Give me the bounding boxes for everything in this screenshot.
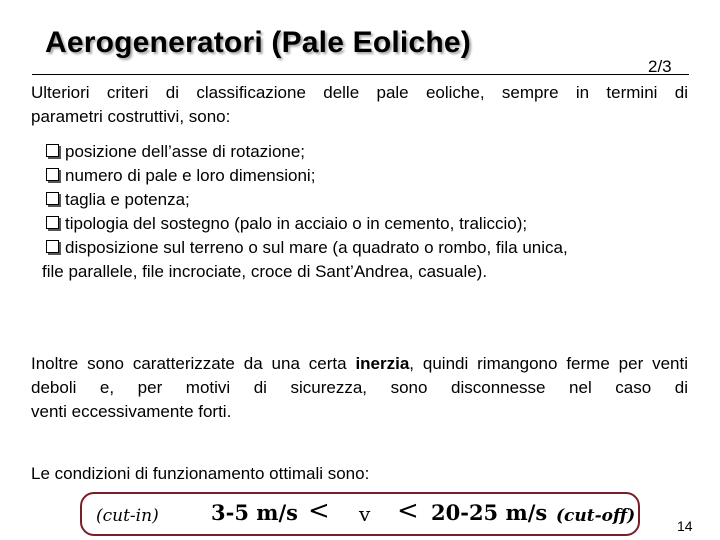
conditions-intro: Le condizioni di funzionamento ottimali sono: — [31, 464, 370, 483]
list-item — [42, 212, 667, 236]
title-underline — [32, 74, 689, 75]
high-speed-range: 20-25 m/s — [431, 500, 548, 525]
criteria-list — [42, 140, 667, 284]
cut-off-label: (cut-off) — [556, 506, 636, 526]
list-item-continuation: file parallele, file incrociate, croce di Sant’Andrea, casuale). — [42, 262, 488, 281]
list-item-text: numero di pale e loro dimensioni; — [65, 166, 316, 185]
checkbox-bullet-icon — [46, 144, 59, 157]
inertia-line-2: per venti deboli e, per motivi di sicurezza, sono disconnesse nel caso di — [31, 354, 689, 397]
inertia-text-after: , quindi rimangono ferme — [409, 354, 610, 373]
list-item — [42, 236, 667, 260]
list-item-text: tipologia del sostegno (palo in acciaio o in cemento, traliccio); — [65, 214, 528, 233]
list-item — [42, 164, 667, 188]
slide-number: 14 — [677, 518, 693, 534]
checkbox-bullet-icon — [46, 168, 59, 181]
list-item-text: posizione dell’asse di rotazione; — [65, 142, 306, 161]
slide-title: Aerogeneratori (Pale Eoliche) — [45, 26, 471, 59]
list-item — [42, 188, 667, 212]
intro-paragraph — [31, 81, 688, 129]
checkbox-bullet-icon — [46, 240, 59, 253]
inertia-text-before: Inoltre sono caratterizzate da una certa — [31, 354, 356, 373]
intro-line-2: parametri costruttivi, sono: — [31, 107, 231, 126]
cut-in-label: (cut-in) — [96, 506, 159, 526]
low-speed-range: 3-5 m/s — [211, 500, 298, 525]
list-item — [42, 140, 667, 164]
inertia-keyword: inerzia — [355, 354, 410, 373]
velocity-variable: v — [359, 502, 371, 526]
less-than-symbol: < — [397, 496, 419, 526]
intro-line-1: Ulteriori criteri di classificazione delle pale eoliche, sempre in termini di — [31, 83, 688, 102]
checkbox-bullet-icon — [46, 216, 59, 229]
checkbox-bullet-icon — [46, 192, 59, 205]
less-than-symbol: < — [308, 496, 330, 526]
inertia-paragraph — [31, 352, 688, 424]
list-item-text: disposizione sul terreno o sul mare (a quadrato o rombo, fila unica, — [65, 238, 568, 257]
list-item-text: taglia e potenza; — [65, 190, 190, 209]
page-indicator: 2/3 — [648, 57, 672, 76]
inertia-line-3: venti eccessivamente forti. — [31, 402, 232, 421]
